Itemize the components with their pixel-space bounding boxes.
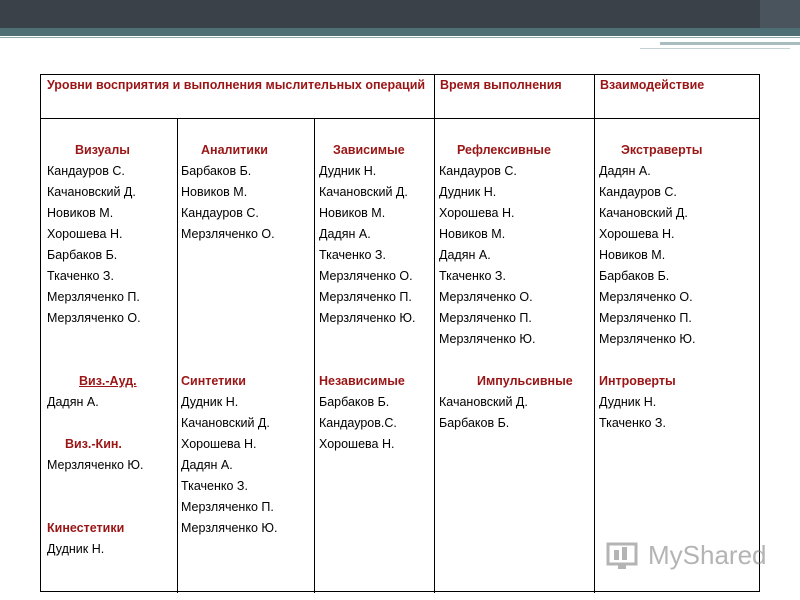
list-item: Дудник Н. xyxy=(599,395,657,409)
list-item: Кандауров С. xyxy=(439,164,517,178)
list-item: Ткаченко З. xyxy=(181,479,248,493)
group-title-dependent: Зависимые xyxy=(333,143,405,157)
header-band-accent xyxy=(760,0,800,28)
list-item: Дудник Н. xyxy=(181,395,239,409)
group-title-kinesthetics: Кинестетики xyxy=(47,521,125,535)
group-title-visuals: Визуалы xyxy=(75,143,130,157)
list-item: Ткаченко З. xyxy=(47,269,114,283)
list-item: Ткаченко З. xyxy=(439,269,506,283)
list-item: Кандауров.С. xyxy=(319,416,397,430)
perception-table xyxy=(40,74,760,592)
list-item: Мерзляченко О. xyxy=(47,311,141,325)
header-accent-rule xyxy=(660,42,800,45)
list-item: Дудник Н. xyxy=(319,164,377,178)
column-time xyxy=(439,140,591,434)
col-divider-interaction xyxy=(594,75,595,593)
group-title-vis-kin: Виз.-Кин. xyxy=(65,437,122,451)
myshared-logo-icon xyxy=(604,538,644,572)
list-item: Качановский Д. xyxy=(319,185,408,199)
list-item: Барбаков Б. xyxy=(319,395,390,409)
list-item: Новиков М. xyxy=(319,206,386,220)
list-item: Мерзляченко П. xyxy=(439,311,532,325)
header-accent-rule-2 xyxy=(640,48,790,49)
list-item: Мерзляченко О. xyxy=(439,290,533,304)
col-divider-analytic xyxy=(177,118,178,593)
watermark-text: MyShared xyxy=(648,540,767,570)
list-item: Мерзляченко П. xyxy=(319,290,412,304)
group-title-extraverts: Экстраверты xyxy=(621,143,703,157)
list-item: Дадян А. xyxy=(319,227,371,241)
group-title-impulsive: Импульсивные xyxy=(477,374,573,388)
header-row-divider xyxy=(41,118,759,119)
list-item: Новиков М. xyxy=(181,185,248,199)
list-item: Качановский Д. xyxy=(181,416,270,430)
col-divider-time xyxy=(434,75,435,593)
group-title-introverts: Интроверты xyxy=(599,374,676,388)
list-item: Хорошева Н. xyxy=(47,227,123,241)
group-title-vis-aud: Виз.-Ауд. xyxy=(79,374,137,388)
group-title-reflective: Рефлексивные xyxy=(457,143,551,157)
list-item: Барбаков Б. xyxy=(599,269,670,283)
list-item: Мерзляченко П. xyxy=(599,311,692,325)
list-item: Мерзляченко П. xyxy=(181,500,274,514)
group-title-analytics: Аналитики xyxy=(201,143,268,157)
list-item: Хорошева Н. xyxy=(319,437,395,451)
list-item: Мерзляченко Ю. xyxy=(181,521,278,535)
list-item: Мерзляченко Ю. xyxy=(599,332,696,346)
list-item: Мерзляченко О. xyxy=(181,227,275,241)
header-teal-rule xyxy=(0,28,800,36)
column-perception xyxy=(47,140,175,560)
list-item: Мерзляченко О. xyxy=(599,290,693,304)
list-item: Мерзляченко О. xyxy=(319,269,413,283)
list-item: Дудник Н. xyxy=(47,542,105,556)
column-dependence xyxy=(319,140,433,455)
list-item: Мерзляченко Ю. xyxy=(439,332,536,346)
list-item: Дудник Н. xyxy=(439,185,497,199)
list-item: Новиков М. xyxy=(47,206,114,220)
header-time: Время выполнения xyxy=(440,78,562,92)
list-item: Ткаченко З. xyxy=(319,248,386,262)
list-item: Кандауров С. xyxy=(47,164,125,178)
list-item: Дадян А. xyxy=(439,248,491,262)
header-thin-rule xyxy=(0,37,800,38)
list-item: Хорошева Н. xyxy=(181,437,257,451)
header-levels: Уровни восприятия и выполнения мыслительных операций xyxy=(47,78,426,92)
list-item: Ткаченко З. xyxy=(599,416,666,430)
list-item: Хорошева Н. xyxy=(439,206,515,220)
header-interaction: Взаимодействие xyxy=(600,78,705,92)
list-item: Барбаков Б. xyxy=(181,164,252,178)
group-title-synthetics: Синтетики xyxy=(181,374,246,388)
list-item: Дадян А. xyxy=(47,395,99,409)
column-interaction xyxy=(599,140,755,434)
header-band xyxy=(0,0,800,28)
myshared-watermark xyxy=(604,538,774,572)
list-item: Мерзляченко П. xyxy=(47,290,140,304)
list-item: Качановский Д. xyxy=(47,185,136,199)
list-item: Качановский Д. xyxy=(439,395,528,409)
list-item: Кандауров С. xyxy=(599,185,677,199)
group-title-independent: Независимые xyxy=(319,374,405,388)
list-item: Барбаков Б. xyxy=(47,248,118,262)
list-item: Новиков М. xyxy=(439,227,506,241)
list-item: Барбаков Б. xyxy=(439,416,510,430)
list-item: Качановский Д. xyxy=(599,206,688,220)
list-item: Дадян А. xyxy=(599,164,651,178)
list-item: Хорошева Н. xyxy=(599,227,675,241)
col-divider-dependent xyxy=(314,118,315,593)
column-thinking xyxy=(181,140,311,539)
list-item: Дадян А. xyxy=(181,458,233,472)
list-item: Новиков М. xyxy=(599,248,666,262)
list-item: Мерзляченко Ю. xyxy=(47,458,144,472)
list-item: Мерзляченко Ю. xyxy=(319,311,416,325)
list-item: Кандауров С. xyxy=(181,206,259,220)
